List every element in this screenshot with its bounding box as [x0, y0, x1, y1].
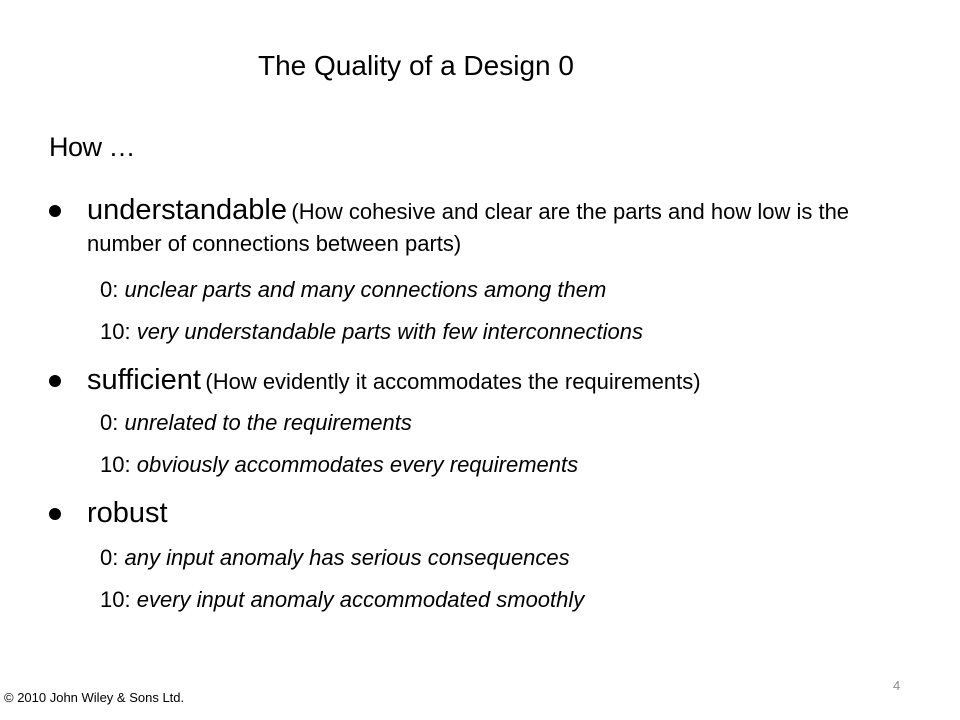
- copyright-notice: © 2010 John Wiley & Sons Ltd.: [4, 690, 185, 705]
- level-text: obviously accommodates every requirements: [136, 452, 579, 477]
- bullet-dot: [49, 205, 61, 217]
- level-line: [100, 275, 606, 305]
- slide-title: The Quality of a Design 0: [258, 50, 574, 81]
- level-text: unclear parts and many connections among them: [124, 277, 607, 302]
- level-score: 10:: [100, 452, 131, 477]
- level-line: [100, 543, 570, 573]
- level-text: unrelated to the requirements: [124, 410, 412, 435]
- level-score: 0:: [100, 410, 119, 435]
- level-line: [100, 585, 584, 615]
- level-text: every input anomaly accommodated smoothly: [136, 587, 585, 612]
- level-line: [100, 317, 643, 347]
- level-score: 0:: [100, 545, 119, 570]
- level-score: 10:: [100, 319, 131, 344]
- subheading: How …: [49, 132, 136, 162]
- bullet-description: (How cohesive and clear are the parts and how low is the number of connections between parts): [87, 199, 850, 256]
- level-score: 0:: [100, 277, 119, 302]
- bullet-dot: [49, 375, 61, 387]
- level-text: any input anomaly has serious consequences: [124, 545, 570, 570]
- bullet-description: (How evidently it accommodates the requirements): [205, 369, 701, 394]
- level-score: 10:: [100, 587, 131, 612]
- page-number: 4: [893, 678, 901, 693]
- level-line: [100, 450, 578, 480]
- level-text: very understandable parts with few interconnections: [136, 319, 643, 344]
- bullet-term: sufficient: [87, 364, 201, 396]
- bullet-term: understandable: [87, 194, 287, 226]
- level-line: [100, 408, 412, 438]
- bullet-term: robust: [87, 497, 168, 529]
- bullet-dot: [49, 508, 61, 520]
